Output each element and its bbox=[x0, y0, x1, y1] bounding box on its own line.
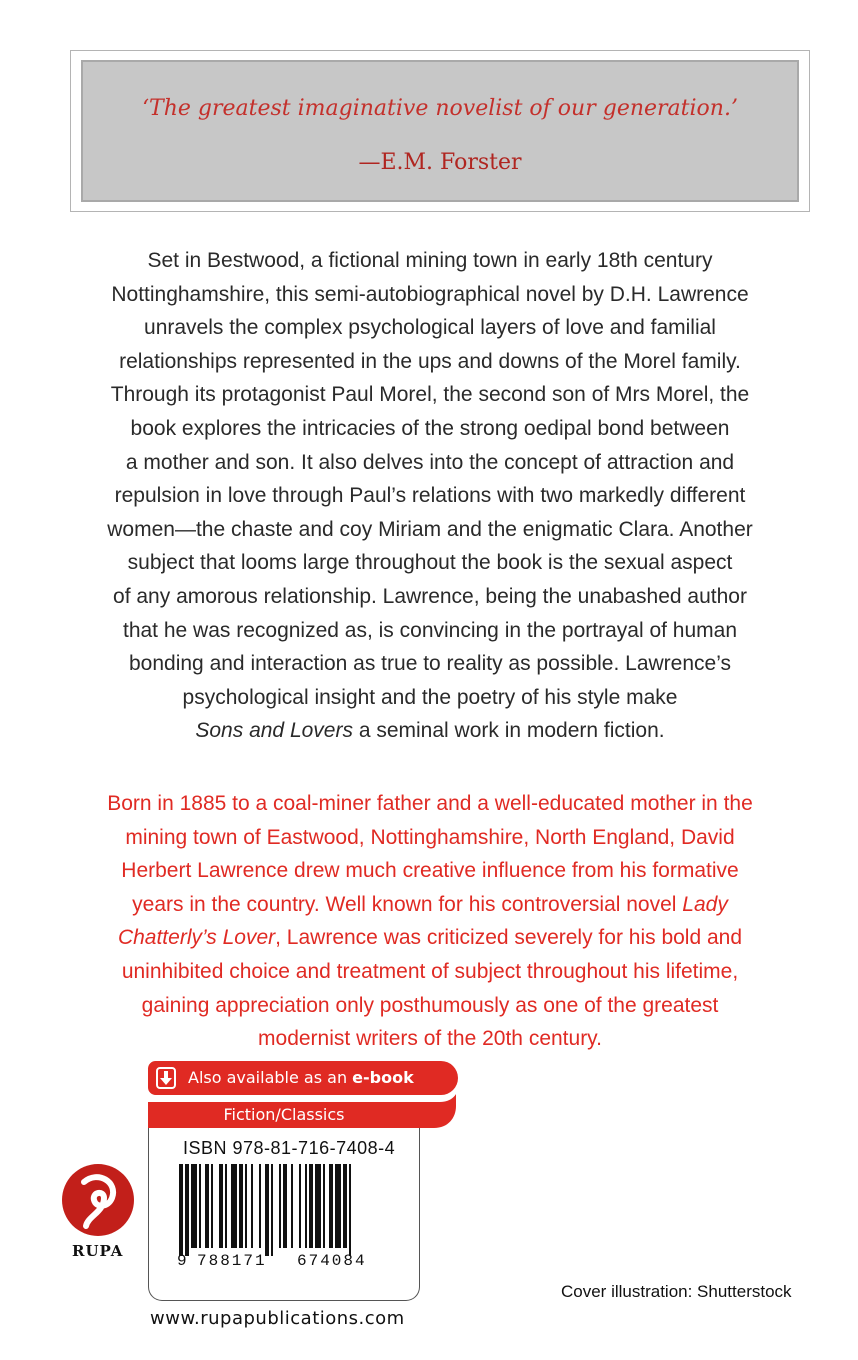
barcode-bar bbox=[291, 1164, 293, 1248]
barcode-bar bbox=[265, 1164, 269, 1256]
quote-box bbox=[70, 50, 810, 212]
barcode-bar bbox=[279, 1164, 281, 1248]
cover-credit: Cover illustration: Shutterstock bbox=[561, 1282, 792, 1301]
bio-line-text: years in the country. Well known for his controversial novel bbox=[132, 892, 683, 916]
barcode-bar bbox=[259, 1164, 261, 1248]
isbn-label: ISBN 978-81-716-7408-4 bbox=[183, 1138, 396, 1158]
publisher-logo-text: RUPA bbox=[72, 1242, 124, 1260]
book-title: Sons and Lovers bbox=[195, 719, 353, 743]
author-bio bbox=[60, 787, 800, 1056]
barcode-bar bbox=[231, 1164, 237, 1248]
synopsis-line-last bbox=[60, 714, 800, 748]
synopsis-line: bonding and interaction as true to reality as possible. Lawrence’s bbox=[129, 652, 731, 676]
barcode-digit-lead: 9 bbox=[177, 1252, 187, 1270]
barcode-bar bbox=[329, 1164, 333, 1248]
barcode-icon bbox=[179, 1164, 391, 1256]
barcode-bar bbox=[305, 1164, 307, 1248]
bio-line bbox=[60, 921, 800, 955]
synopsis-line: of any amorous relationship. Lawrence, being the unabashed author bbox=[113, 584, 747, 608]
synopsis-line: book explores the intricacies of the strong oedipal bond between bbox=[130, 416, 730, 440]
ebook-label bbox=[188, 1068, 414, 1087]
synopsis-line: women—the chaste and coy Miriam and the enigmatic Clara. Another bbox=[107, 517, 753, 541]
barcode-bar bbox=[349, 1164, 351, 1256]
barcode-bar bbox=[323, 1164, 325, 1248]
barcode-bar bbox=[199, 1164, 201, 1248]
synopsis-line: subject that looms large throughout the book is the sexual aspect bbox=[127, 551, 733, 575]
barcode-bar bbox=[219, 1164, 223, 1248]
barcode-bar bbox=[271, 1164, 273, 1256]
ebook-label-prefix: Also available as an bbox=[188, 1068, 353, 1087]
bio-line: modernist writers of the 20th century. bbox=[258, 1027, 602, 1051]
barcode-digit-group-1: 788171 bbox=[197, 1252, 267, 1270]
bio-line: mining town of Eastwood, Nottinghamshire, North England, David bbox=[125, 825, 735, 849]
bio-line: Herbert Lawrence drew much creative influence from his formative bbox=[121, 859, 739, 883]
ebook-label-bold: e-book bbox=[352, 1068, 414, 1087]
quote-text: ‘The greatest imaginative novelist of our generation.’ bbox=[142, 96, 738, 121]
synopsis-line-rest: a seminal work in modern fiction. bbox=[352, 719, 665, 743]
synopsis-line: Set in Bestwood, a fictional mining town in early 18th century bbox=[147, 249, 713, 272]
barcode-bar bbox=[179, 1164, 183, 1256]
barcode-bar bbox=[239, 1164, 243, 1248]
bio-line-text: , Lawrence was criticized severely for his bold and bbox=[275, 926, 743, 950]
bio-line: uninhibited choice and treatment of subject throughout his lifetime, bbox=[121, 959, 739, 983]
bio-book-title: Chatterly’s Lover bbox=[117, 926, 276, 950]
barcode-bar bbox=[245, 1164, 247, 1248]
barcode-bar bbox=[225, 1164, 227, 1248]
synopsis bbox=[60, 244, 800, 748]
barcode-bar bbox=[309, 1164, 313, 1248]
barcode-bar bbox=[205, 1164, 209, 1248]
ebook-banner bbox=[148, 1061, 458, 1095]
bio-line: gaining appreciation only posthumously as one of the greatest bbox=[141, 993, 719, 1017]
barcode-bar bbox=[343, 1164, 347, 1248]
synopsis-line: relationships represented in the ups and downs of the Morel family. bbox=[119, 349, 741, 373]
genre-curl-decoration bbox=[420, 1094, 456, 1128]
synopsis-line: that he was recognized as, is convincing in the portrayal of human bbox=[122, 618, 737, 642]
bio-line: Born in 1885 to a coal-miner father and a well-educated mother in the bbox=[107, 792, 753, 815]
rupa-logo-icon bbox=[58, 1160, 138, 1240]
bio-book-title: Lady bbox=[682, 892, 728, 916]
barcode-bar bbox=[283, 1164, 287, 1248]
barcode-bar bbox=[315, 1164, 321, 1248]
download-icon bbox=[156, 1067, 176, 1089]
barcode-bar bbox=[211, 1164, 213, 1248]
barcode-bar bbox=[251, 1164, 253, 1248]
quote-author: —E.M. Forster bbox=[358, 150, 522, 175]
synopsis-line: unravels the complex psychological layers of love and familial bbox=[144, 316, 716, 340]
bio-line bbox=[60, 888, 800, 922]
barcode-bar bbox=[335, 1164, 341, 1248]
quote-panel bbox=[81, 60, 799, 202]
synopsis-line: a mother and son. It also delves into the concept of attraction and bbox=[125, 450, 735, 474]
synopsis-line: repulsion in love through Paul’s relations with two markedly different bbox=[114, 484, 746, 508]
download-arrow-icon bbox=[160, 1070, 172, 1086]
barcode-box bbox=[148, 1128, 420, 1301]
synopsis-line: psychological insight and the poetry of his style make bbox=[182, 685, 678, 709]
barcode-bar bbox=[299, 1164, 301, 1248]
barcode-bar bbox=[191, 1164, 197, 1248]
synopsis-line: Nottinghamshire, this semi-autobiographical novel by D.H. Lawrence bbox=[111, 282, 749, 306]
genre-label: Fiction/Classics bbox=[148, 1102, 420, 1128]
synopsis-line: Through its protagonist Paul Morel, the second son of Mrs Morel, the bbox=[110, 383, 750, 407]
barcode-bar bbox=[185, 1164, 189, 1256]
barcode-digit-group-2: 674084 bbox=[297, 1252, 367, 1270]
publisher-website: www.rupapublications.com bbox=[150, 1308, 405, 1329]
